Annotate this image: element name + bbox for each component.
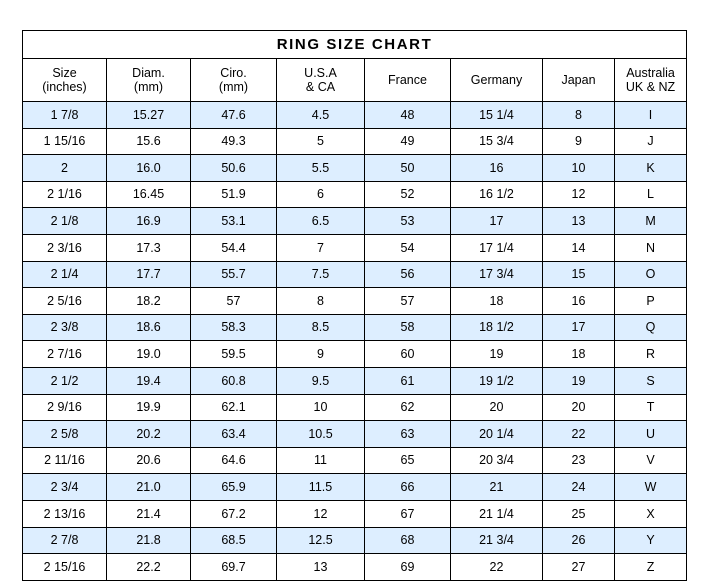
table-cell: 55.7 [191, 261, 277, 288]
table-cell: 4.5 [277, 102, 365, 129]
table-cell: 23 [543, 447, 615, 474]
table-cell: 8 [543, 102, 615, 129]
column-header [277, 59, 365, 102]
table-cell: 56 [365, 261, 451, 288]
table-header-row [23, 59, 687, 102]
table-cell: 20.6 [107, 447, 191, 474]
ring-size-chart [22, 30, 686, 581]
table-cell: 49.3 [191, 128, 277, 155]
table-cell: 16 1/2 [451, 181, 543, 208]
column-header-line1: Australia [626, 65, 675, 80]
table-cell: 69.7 [191, 554, 277, 581]
table-row [23, 394, 687, 421]
table-row [23, 474, 687, 501]
table-cell: 21 [451, 474, 543, 501]
table-cell: 22 [543, 421, 615, 448]
table-cell: 24 [543, 474, 615, 501]
column-header-line2: (inches) [42, 80, 87, 94]
table-cell: 62.1 [191, 394, 277, 421]
table-cell: 20 [543, 394, 615, 421]
table-cell: 20 1/4 [451, 421, 543, 448]
column-header [365, 59, 451, 102]
table-cell: 6.5 [277, 208, 365, 235]
table-cell: 10 [543, 155, 615, 182]
table-row [23, 500, 687, 527]
table-cell: Q [615, 314, 687, 341]
table-cell: 51.9 [191, 181, 277, 208]
column-header-line1: France [388, 72, 427, 87]
table-cell: 17 1/4 [451, 234, 543, 261]
table-cell: 16 [543, 288, 615, 315]
table-cell: 16.0 [107, 155, 191, 182]
table-cell: 57 [365, 288, 451, 315]
table-cell: J [615, 128, 687, 155]
table-cell: 26 [543, 527, 615, 554]
table-cell: 11 [277, 447, 365, 474]
column-header-line2: & CA [305, 80, 336, 94]
table-cell: 19 1/2 [451, 367, 543, 394]
table-cell: 65.9 [191, 474, 277, 501]
table-row [23, 447, 687, 474]
table-cell: 15.27 [107, 102, 191, 129]
table-cell: 18.2 [107, 288, 191, 315]
table-row [23, 261, 687, 288]
table-cell: 54 [365, 234, 451, 261]
table-cell: U [615, 421, 687, 448]
table-row [23, 155, 687, 182]
table-row [23, 128, 687, 155]
table-cell: Y [615, 527, 687, 554]
table-cell: O [615, 261, 687, 288]
table-cell: 8.5 [277, 314, 365, 341]
table-row [23, 341, 687, 368]
table-cell: K [615, 155, 687, 182]
table-cell: 25 [543, 500, 615, 527]
table-cell: 2 5/8 [23, 421, 107, 448]
column-header-line2: (mm) [218, 80, 249, 94]
table-cell: P [615, 288, 687, 315]
table-cell: 15 [543, 261, 615, 288]
table-cell: 65 [365, 447, 451, 474]
table-cell: 15 3/4 [451, 128, 543, 155]
table-cell: 11.5 [277, 474, 365, 501]
table-cell: 1 7/8 [23, 102, 107, 129]
table-cell: 27 [543, 554, 615, 581]
table-cell: V [615, 447, 687, 474]
table-cell: 47.6 [191, 102, 277, 129]
table-cell: 20 3/4 [451, 447, 543, 474]
column-header-line1: U.S.A [304, 65, 337, 80]
table-cell: 53 [365, 208, 451, 235]
table-cell: W [615, 474, 687, 501]
table-cell: 15 1/4 [451, 102, 543, 129]
table-cell: 66 [365, 474, 451, 501]
table-cell: M [615, 208, 687, 235]
table-cell: 16.45 [107, 181, 191, 208]
table-cell: 19.4 [107, 367, 191, 394]
table-cell: 54.4 [191, 234, 277, 261]
table-cell: 2 7/16 [23, 341, 107, 368]
table-cell: 21.4 [107, 500, 191, 527]
table-row [23, 367, 687, 394]
table-cell: 9.5 [277, 367, 365, 394]
table-cell: 50 [365, 155, 451, 182]
table-cell: 68 [365, 527, 451, 554]
table-cell: L [615, 181, 687, 208]
table-cell: 17.7 [107, 261, 191, 288]
table-cell: 18.6 [107, 314, 191, 341]
table-cell: 2 [23, 155, 107, 182]
table-cell: 14 [543, 234, 615, 261]
table-cell: 67 [365, 500, 451, 527]
column-header [191, 59, 277, 102]
table-cell: 19.0 [107, 341, 191, 368]
table-cell: 16 [451, 155, 543, 182]
table-row [23, 421, 687, 448]
table-cell: 18 [451, 288, 543, 315]
table-cell: 19 [451, 341, 543, 368]
table-cell: 21.8 [107, 527, 191, 554]
table-cell: 2 7/8 [23, 527, 107, 554]
table-cell: 58 [365, 314, 451, 341]
column-header-line2: (mm) [133, 80, 164, 94]
table-cell: 52 [365, 181, 451, 208]
table-cell: 2 1/2 [23, 367, 107, 394]
table-row [23, 554, 687, 581]
table-cell: 59.5 [191, 341, 277, 368]
table-cell: 17.3 [107, 234, 191, 261]
table-cell: 2 3/16 [23, 234, 107, 261]
table-cell: X [615, 500, 687, 527]
column-header [451, 59, 543, 102]
table-cell: 69 [365, 554, 451, 581]
table-cell: 13 [543, 208, 615, 235]
ring-size-table [22, 30, 687, 581]
table-cell: S [615, 367, 687, 394]
table-cell: 63.4 [191, 421, 277, 448]
column-header [23, 59, 107, 102]
table-cell: 5 [277, 128, 365, 155]
table-row [23, 234, 687, 261]
table-cell: 2 1/16 [23, 181, 107, 208]
table-cell: 13 [277, 554, 365, 581]
table-cell: T [615, 394, 687, 421]
table-cell: 1 15/16 [23, 128, 107, 155]
table-cell: 63 [365, 421, 451, 448]
table-cell: 2 1/4 [23, 261, 107, 288]
table-row [23, 181, 687, 208]
column-header [615, 59, 687, 102]
table-cell: 61 [365, 367, 451, 394]
table-cell: 2 3/8 [23, 314, 107, 341]
table-row [23, 314, 687, 341]
table-cell: 21 1/4 [451, 500, 543, 527]
table-cell: 50.6 [191, 155, 277, 182]
table-cell: 68.5 [191, 527, 277, 554]
table-cell: 53.1 [191, 208, 277, 235]
table-cell: N [615, 234, 687, 261]
table-row [23, 527, 687, 554]
table-cell: 22.2 [107, 554, 191, 581]
table-cell: 64.6 [191, 447, 277, 474]
table-cell: 57 [191, 288, 277, 315]
column-header [107, 59, 191, 102]
table-cell: 20 [451, 394, 543, 421]
table-cell: 21 3/4 [451, 527, 543, 554]
table-cell: 17 [451, 208, 543, 235]
table-cell: 49 [365, 128, 451, 155]
table-cell: 2 11/16 [23, 447, 107, 474]
table-cell: 2 15/16 [23, 554, 107, 581]
table-cell: 19.9 [107, 394, 191, 421]
table-cell: 15.6 [107, 128, 191, 155]
table-cell: 60.8 [191, 367, 277, 394]
table-cell: 48 [365, 102, 451, 129]
table-cell: 9 [543, 128, 615, 155]
table-cell: 2 3/4 [23, 474, 107, 501]
table-cell: 58.3 [191, 314, 277, 341]
table-cell: 2 9/16 [23, 394, 107, 421]
table-cell: 9 [277, 341, 365, 368]
column-header-line2: UK & NZ [625, 80, 676, 94]
column-header-line1: Diam. [132, 65, 165, 80]
table-cell: 18 1/2 [451, 314, 543, 341]
table-cell: 7.5 [277, 261, 365, 288]
column-header-line1: Japan [561, 72, 596, 87]
table-cell: 21.0 [107, 474, 191, 501]
table-cell: I [615, 102, 687, 129]
page-title: RING SIZE CHART [23, 31, 687, 59]
column-header [543, 59, 615, 102]
table-cell: 17 [543, 314, 615, 341]
table-cell: 12.5 [277, 527, 365, 554]
table-cell: R [615, 341, 687, 368]
table-cell: 2 5/16 [23, 288, 107, 315]
table-row [23, 288, 687, 315]
table-cell: 10.5 [277, 421, 365, 448]
table-row [23, 208, 687, 235]
table-cell: 8 [277, 288, 365, 315]
column-header-line1: Germany [470, 72, 523, 87]
column-header-line1: Size [52, 65, 77, 80]
table-cell: 12 [277, 500, 365, 527]
table-cell: 12 [543, 181, 615, 208]
title-row [23, 31, 687, 59]
table-cell: 20.2 [107, 421, 191, 448]
table-cell: 10 [277, 394, 365, 421]
table-cell: 2 1/8 [23, 208, 107, 235]
table-cell: 62 [365, 394, 451, 421]
table-cell: 5.5 [277, 155, 365, 182]
column-header-line1: Ciro. [220, 65, 247, 80]
table-row [23, 102, 687, 129]
table-cell: 60 [365, 341, 451, 368]
table-cell: 2 13/16 [23, 500, 107, 527]
table-cell: 18 [543, 341, 615, 368]
table-cell: 6 [277, 181, 365, 208]
table-cell: Z [615, 554, 687, 581]
table-cell: 17 3/4 [451, 261, 543, 288]
table-cell: 22 [451, 554, 543, 581]
table-cell: 19 [543, 367, 615, 394]
table-cell: 16.9 [107, 208, 191, 235]
table-cell: 7 [277, 234, 365, 261]
table-cell: 67.2 [191, 500, 277, 527]
